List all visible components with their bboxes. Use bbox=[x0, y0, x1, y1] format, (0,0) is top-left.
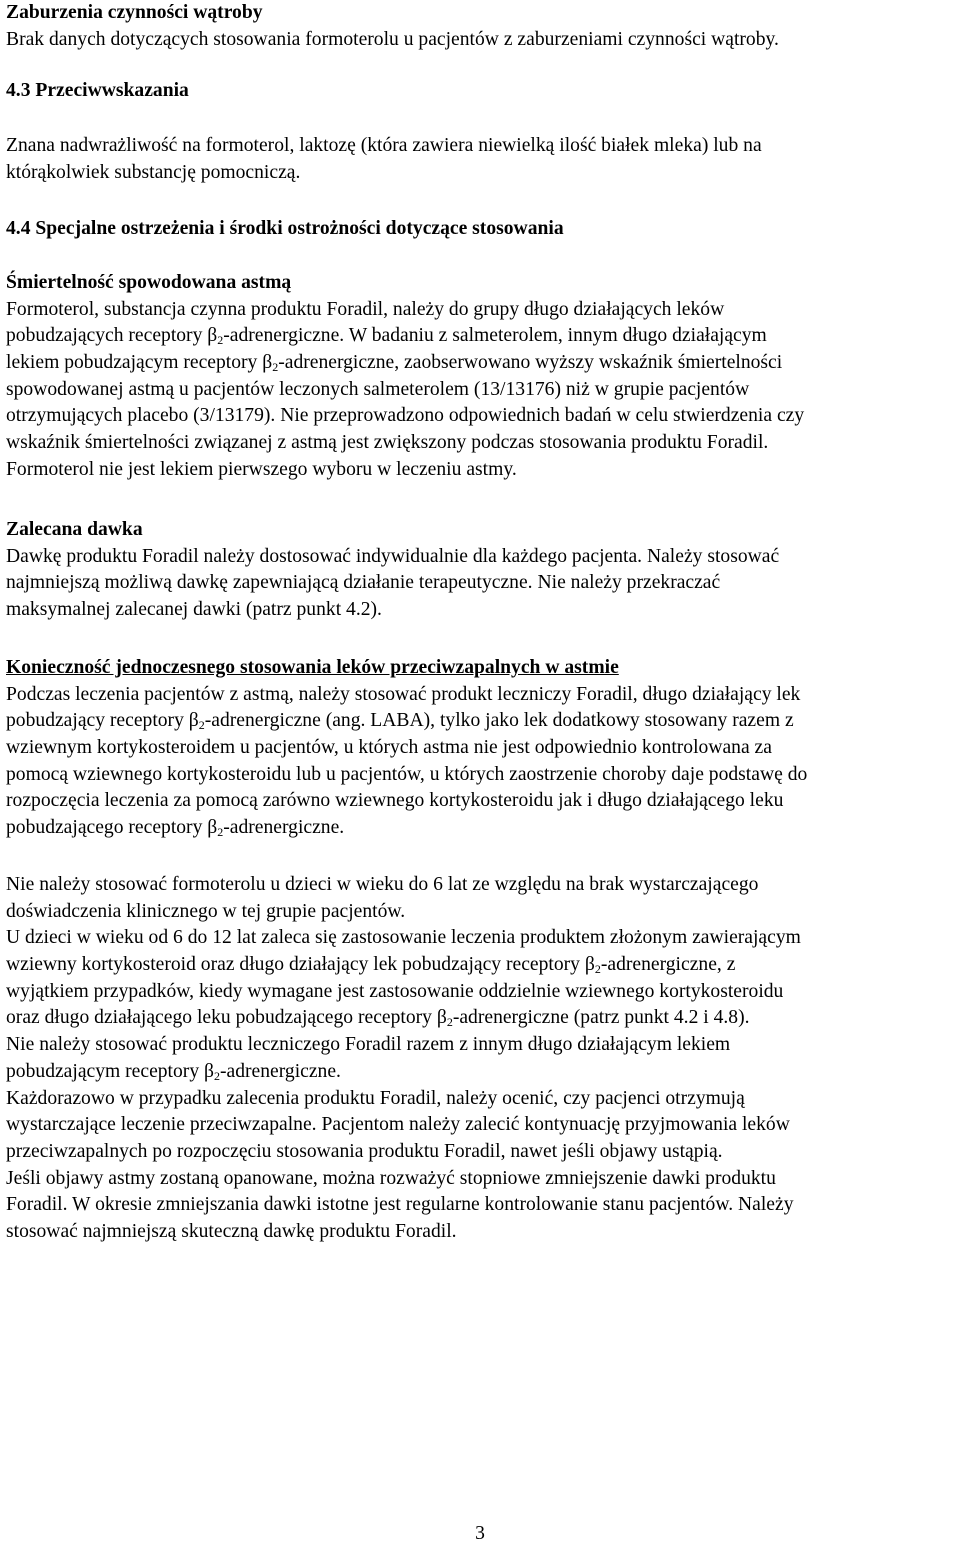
text-line: Podczas leczenia pacjentów z astmą, należy stosować produkt leczniczy Foradil, długo działający lek bbox=[6, 683, 801, 705]
text-line: otrzymujących placebo (3/13179). Nie przeprowadzono odpowiednich badań w celu stwierdzenia czy bbox=[6, 405, 805, 427]
text-line: wyjątkiem przypadków, kiedy wymagane jest zastosowanie oddzielnie wziewnego kortykosteroidu bbox=[6, 980, 784, 1002]
text-line: oraz długo działającego leku pobudzającego receptory $\beta_2$-adrenergiczne (patrz punkt 4.2 i 4.8). bbox=[6, 1007, 750, 1030]
dose-heading: Zalecana dawka bbox=[6, 519, 143, 540]
text-line: Nie należy stosować formoterolu u dzieci w wieku do 6 lat ze względu na brak wystarczającego bbox=[6, 874, 759, 895]
section-concomitant-therapy bbox=[6, 655, 956, 842]
page-number: 3 bbox=[475, 1523, 485, 1544]
text-line: spowodowanej astmą u pacjentów leczonych salmeterolem (13/13176) niż w grupie pacjentów bbox=[6, 378, 750, 400]
text-line: Foradil. W okresie zmniejszania dawki istotne jest regularne kontrolowanie stanu pacjentów. Należy bbox=[6, 1194, 794, 1216]
text-line: Dawkę produktu Foradil należy dostosować indywidualnie dla każdego pacjenta. Należy stosować bbox=[6, 545, 780, 567]
section-4-3 bbox=[6, 78, 956, 105]
text-line: Każdorazowo w przypadku zalecenia produktu Foradil, należy ocenić, czy pacjenci otrzymują bbox=[6, 1087, 745, 1109]
text-line: pobudzającym receptory $\beta_2$-adrenergiczne. bbox=[6, 1060, 341, 1083]
section-4-4-heading: 4.4 Specjalne ostrzeżenia i środki ostrożności dotyczące stosowania bbox=[6, 218, 564, 239]
text-line: Jeśli objawy astmy zostaną opanowane, można rozważyć stopniowe zmniejszenie dawki produktu bbox=[6, 1167, 776, 1189]
text-line: wskaźnik śmiertelności związanej z astmą jest zwiększony podczas stosowania produktu Foradil. bbox=[6, 432, 769, 454]
mortality-heading: Śmiertelność spowodowana astmą bbox=[6, 272, 292, 293]
text-line: Znana nadwrażliwość na formoterol, laktozę (która zawiera niewielką ilość białek mleka) lub na bbox=[6, 135, 762, 156]
concomitant-heading: Konieczność jednoczesnego stosowania leków przeciwzapalnych w astmie bbox=[6, 657, 619, 678]
text-line: pobudzający receptory $\beta_2$-adrenergiczne (ang. LABA), tylko jako lek dodatkowy stosowany razem z bbox=[6, 710, 794, 733]
text-line: najmniejszą możliwą dawkę zapewniającą działanie terapeutyczne. Nie należy przekraczać bbox=[6, 572, 721, 594]
text-line: pobudzającego receptory $\beta_2$-adrenergiczne. bbox=[6, 817, 345, 840]
text-line: rozpoczęcia leczenia za pomocą zarówno wziewnego kortykosteroidu jak i długo działającego leku bbox=[6, 790, 784, 812]
text-line: Nie należy stosować produktu leczniczego Foradil razem z innym długo działającym lekiem bbox=[6, 1034, 731, 1056]
text-line: maksymalnej zalecanej dawki (patrz punkt 4.2). bbox=[6, 599, 382, 621]
text-line: lekiem pobudzającym receptory $\beta_2$-adrenergiczne, zaobserwowano wyższy wskaźnik śmiertelności bbox=[6, 352, 783, 375]
section-liver-impairment bbox=[6, 0, 956, 53]
section-4-4 bbox=[6, 216, 956, 243]
text-line: wziewny kortykosteroid oraz długo działający lek pobudzający receptory $\beta_2$-adrenergiczne, z bbox=[6, 954, 736, 977]
text-line: wystarczające leczenie przeciwzapalne. Pacjentom należy zalecić kontynuację przyjmowania leków bbox=[6, 1114, 790, 1136]
text-line: U dzieci w wieku od 6 do 12 lat zaleca się zastosowanie leczenia produktem złożonym zawierającym bbox=[6, 927, 801, 949]
text-line: przeciwzapalnych po rozpoczęciu stosowania produktu Foradil, nawet jeśli objawy ustąpią. bbox=[6, 1140, 723, 1162]
section-4-3-heading: 4.3 Przeciwwskazania bbox=[6, 80, 189, 101]
liver-text: Brak danych dotyczących stosowania formoterolu u pacjentów z zaburzeniami czynności wątroby. bbox=[6, 28, 779, 50]
text-line: doświadczenia klinicznego w tej grupie pacjentów. bbox=[6, 900, 406, 922]
text-line: pomocą wziewnego kortykosteroidu lub u pacjentów, u których zaostrzenie choroby daje podstawę do bbox=[6, 763, 808, 785]
text-line: którąkolwiek substancję pomocniczą. bbox=[6, 161, 301, 183]
section-recommended-dose bbox=[6, 517, 956, 624]
section-4-3-body bbox=[6, 133, 956, 186]
text-line: pobudzających receptory $\beta_2$-adrenergiczne. W badaniu z salmeterolem, innym długo działającym bbox=[6, 325, 767, 348]
section-children bbox=[6, 872, 956, 1246]
text-line: wziewnym kortykosteroidem u pacjentów, u których astma nie jest odpowiednio kontrolowana za bbox=[6, 737, 772, 759]
section-mortality bbox=[6, 270, 956, 484]
text-line: Formoterol, substancja czynna produktu Foradil, należy do grupy długo działających leków bbox=[6, 298, 725, 320]
text-line: Formoterol nie jest lekiem pierwszego wyboru w leczeniu astmy. bbox=[6, 458, 517, 480]
text-line: stosować najmniejszą skuteczną dawkę produktu Foradil. bbox=[6, 1220, 457, 1242]
liver-heading: Zaburzenia czynności wątroby bbox=[6, 2, 263, 23]
